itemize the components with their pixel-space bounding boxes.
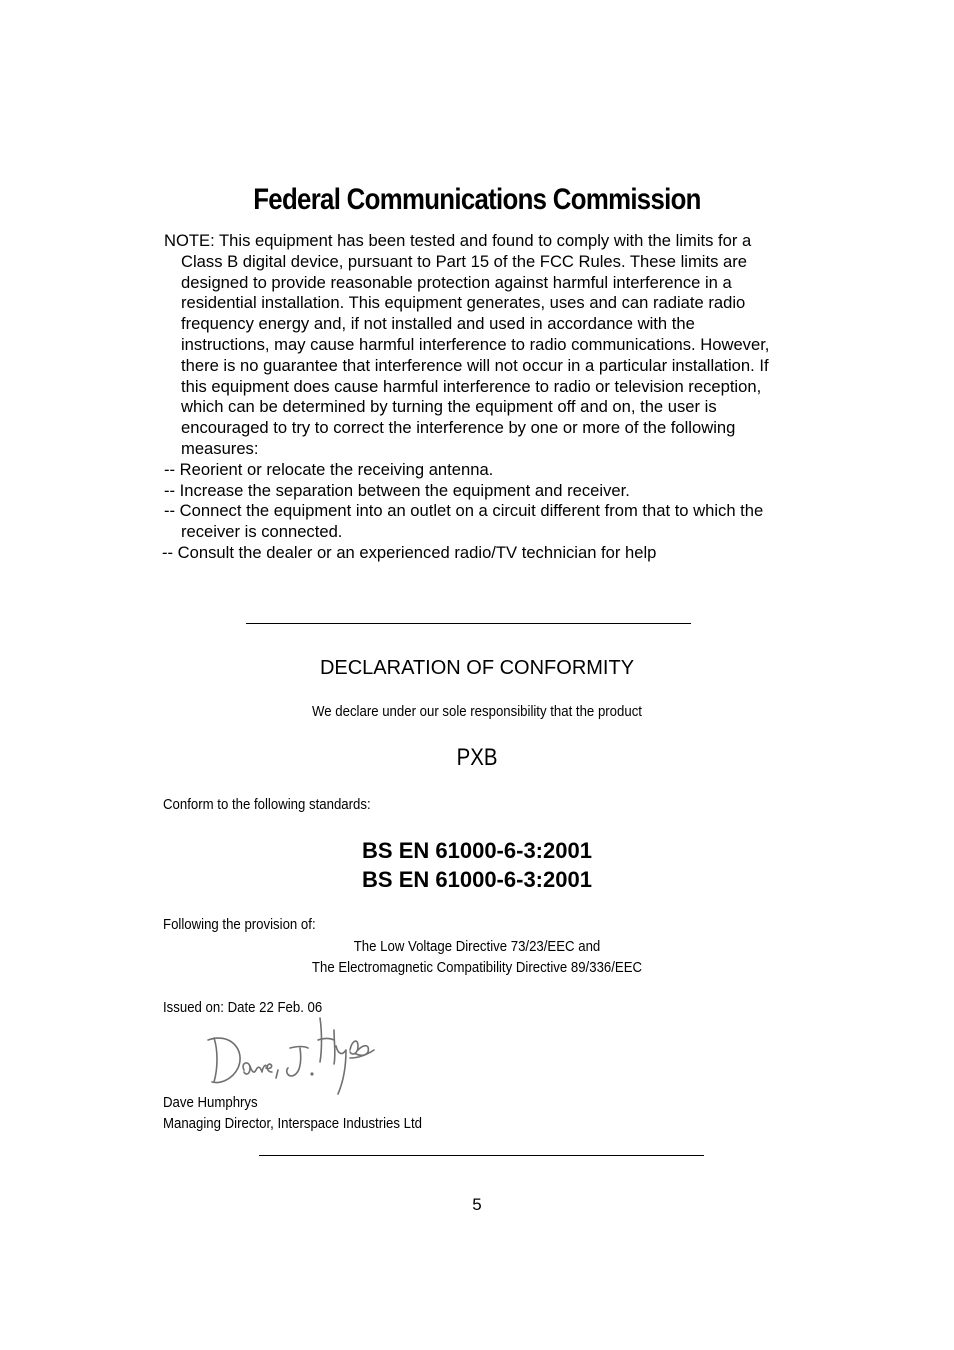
- standard-1: BS EN 61000-6-3:2001: [362, 838, 592, 863]
- declaration-statement-wrap: [0, 702, 954, 722]
- fcc-note-paragraph: NOTE: This equipment has been tested and found to comply with the limits for a Class B digital device, pursuant to Part 15 of the FCC Rules. These limits are designed to provide reasonable protection against harmful interference in a residential installation. This equipment generates, uses and can radiate radio frequency energy and, if not installed and used in accordance with the instructions, may cause harmful interference to radio communications. However, there is no guarantee that interference will not occur in a particular installation. If this equipment does cause harmful interference to radio or television reception, which can be determined by turning the equipment off and on, the user is encouraged to try to correct the interference by one or more of the following measures:: [164, 231, 770, 458]
- standard-2: BS EN 61000-6-3:2001: [362, 867, 592, 892]
- product-name: [0, 743, 954, 773]
- declaration-statement: We declare under our sole responsibility that the product: [312, 703, 642, 720]
- signature-image: [200, 1010, 385, 1100]
- signer-name: Dave Humphrys: [163, 1094, 258, 1111]
- issued-date: Issued on: Date 22 Feb. 06: [163, 999, 323, 1016]
- directive-2-wrap: [0, 957, 954, 978]
- declaration-title: DECLARATION OF CONFORMITY: [319, 657, 635, 679]
- directive-2: The Electromagnetic Compatibility Directive 89/336/EEC: [311, 959, 643, 976]
- measure-item-1: -- Reorient or relocate the receiving antenna.: [164, 459, 494, 479]
- directive-1: The Low Voltage Directive 73/23/EEC and: [353, 938, 601, 955]
- page-title: Federal Communications Commission: [253, 183, 701, 216]
- measure-item-3: -- Connect the equipment into an outlet on a circuit different from that to which the receiver is connected.: [164, 501, 764, 542]
- page-number: 5: [472, 1195, 482, 1214]
- directive-1-wrap: [0, 936, 954, 957]
- provision-label: Following the provision of:: [163, 916, 316, 933]
- signer-block: [163, 1092, 457, 1134]
- divider-bottom: [259, 1155, 704, 1156]
- divider-top: [246, 623, 691, 624]
- fcc-notice: [164, 231, 784, 564]
- signer-title: Managing Director, Interspace Industries Ltd: [163, 1115, 423, 1132]
- conform-label: Conform to the following standards:: [163, 796, 371, 813]
- measure-item-4: -- Consult the dealer or an experienced radio/TV technician for help: [162, 542, 657, 562]
- product-name-text: PXB: [456, 744, 498, 771]
- measure-item-2: -- Increase the separation between the equipment and receiver.: [164, 480, 630, 500]
